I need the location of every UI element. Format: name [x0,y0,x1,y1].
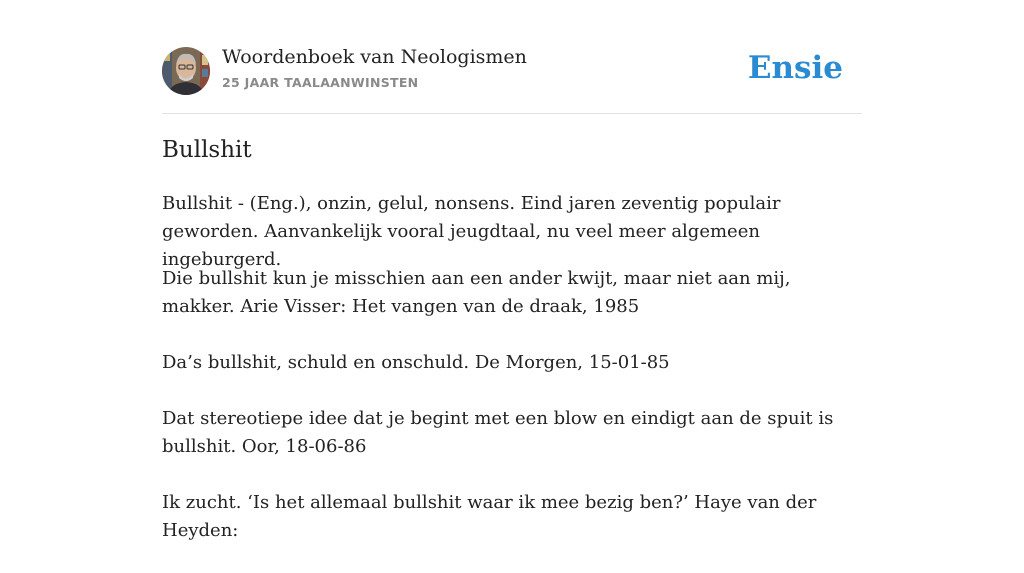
publication-subtitle: 25 JAAR TAALAANWINSTEN [222,75,419,90]
page-content [162,0,862,541]
quote-item: Dat stereotiepe idee dat je begint met een blow en eindigt aan de spuit is bullshit. Oor, 18-06-86 [162,408,834,457]
quote-item: Die bullshit kun je misschien aan een ander kwijt, maar niet aan mij, makker. Arie Visser: Het vangen van de draak, 1985 [162,268,791,317]
publication-header [162,0,862,114]
entry-definition: Bullshit - (Eng.), onzin, gelul, nonsens. Eind jaren zeventig populair geworden. Aanvankelijk vooral jeugdtaal, nu veel meer algemeen ingeburgerd. [162,193,781,270]
entry-title: Bullshit [162,137,252,163]
ensie-logo-link[interactable]: Ensie [747,50,843,86]
publication-title-link[interactable]: Woordenboek van Neologismen [222,46,527,68]
quote-list [162,265,862,573]
quote-item: Da’s bullshit, schuld en onschuld. De Morgen, 15-01-85 [162,352,670,373]
quote-item: Ik zucht. ‘Is het allemaal bullshit waar ik mee bezig ben?’ Haye van der Heyden: [162,492,817,541]
author-portrait-icon [162,47,210,95]
author-avatar[interactable] [162,47,210,95]
